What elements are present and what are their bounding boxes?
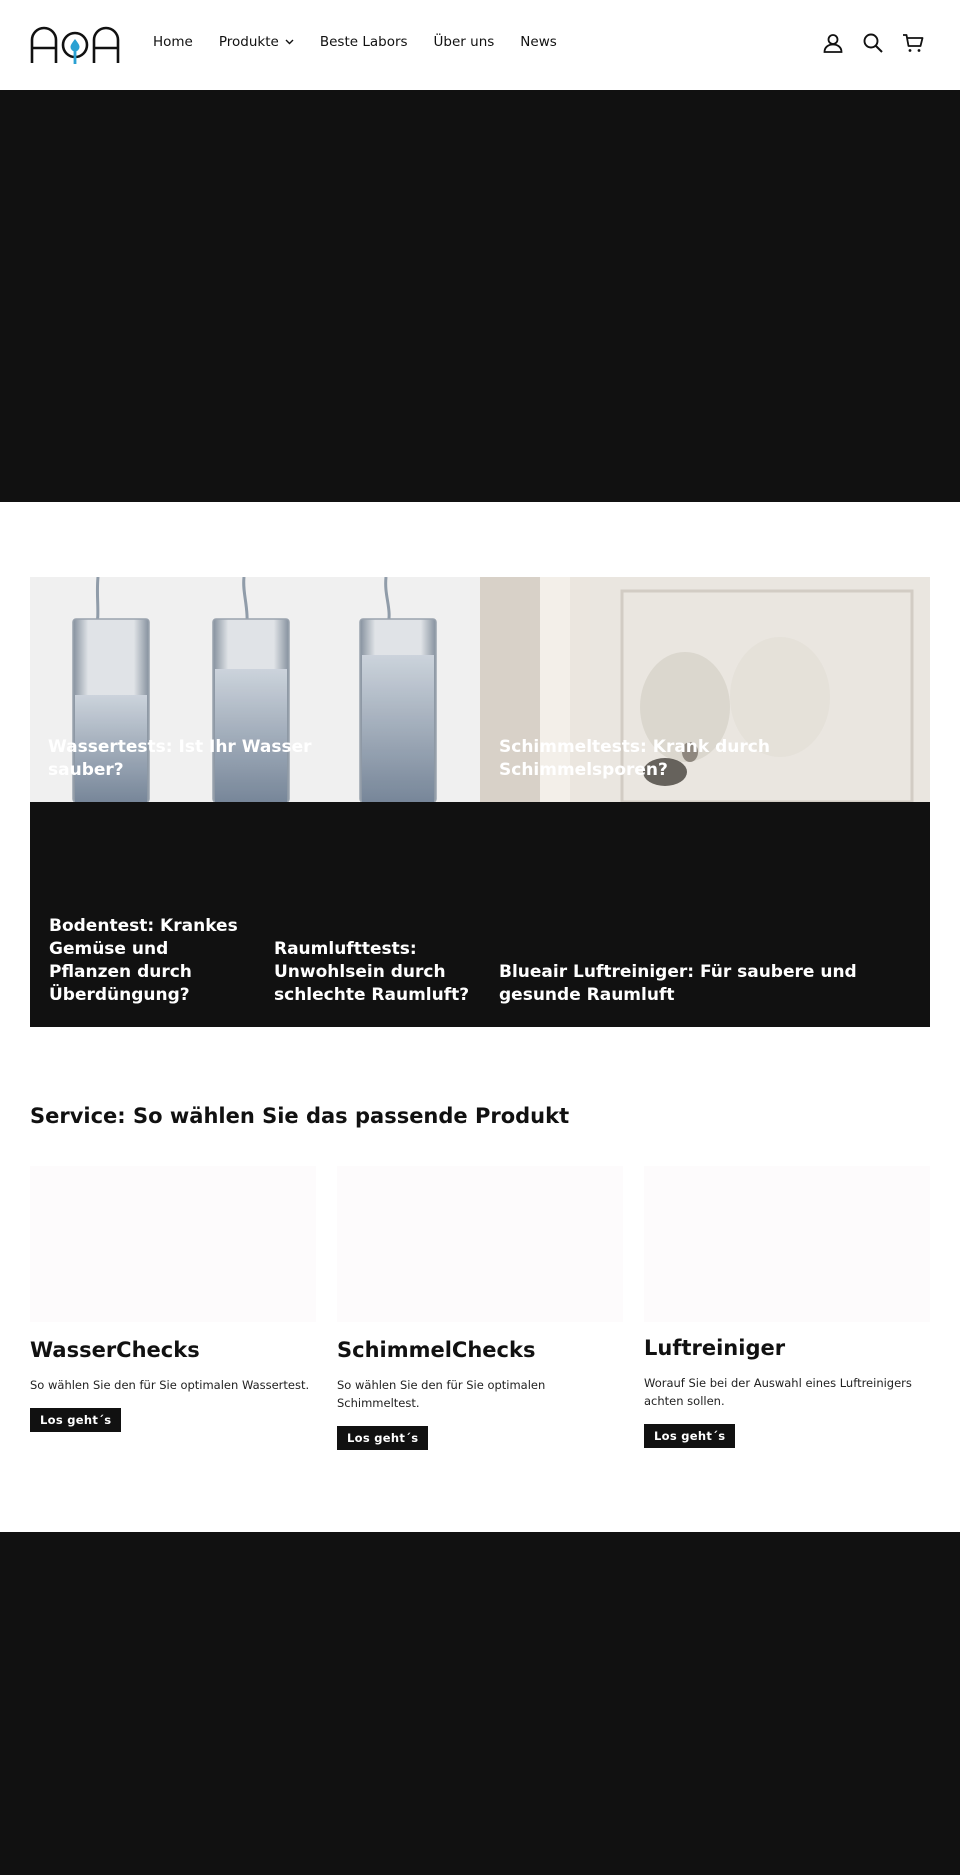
site-header — [0, 0, 960, 90]
collection-title-air: Raumlufttests: Unwohlsein durch schlechte Raumluft? — [274, 939, 470, 1005]
collection-tile-blueair[interactable] — [480, 802, 930, 1027]
collection-tile-mold[interactable] — [480, 577, 930, 802]
cart-icon[interactable] — [902, 32, 924, 54]
nav-home[interactable] — [153, 34, 193, 50]
nav-beste-labors-label: Beste Labors — [319, 34, 408, 50]
service-card-text: So wählen Sie den für Sie optimalen Schimmeltest. — [337, 1378, 546, 1410]
collection-tile-air[interactable] — [255, 802, 480, 1027]
los-gehts-button[interactable]: Los geht´s — [30, 1408, 121, 1432]
nav-beste-labors[interactable] — [320, 34, 408, 50]
nav-produkte[interactable] — [219, 34, 294, 50]
nav-ueber-uns-label: Über uns — [433, 34, 495, 50]
collection-tile-soil[interactable] — [30, 802, 255, 1027]
header-icons — [822, 32, 924, 54]
service-card-title: SchimmelChecks — [337, 1338, 536, 1362]
collection-title-blueair: Blueair Luftreiniger: Für saubere und gesunde Raumluft — [499, 962, 857, 1005]
hero-banner — [0, 90, 960, 502]
nav-ueber-uns[interactable] — [434, 34, 495, 50]
service-card-image[interactable] — [337, 1166, 623, 1322]
service-card-image[interactable] — [30, 1166, 316, 1322]
collection-tile-water[interactable] — [30, 577, 480, 802]
los-gehts-button[interactable]: Los geht´s — [337, 1426, 428, 1450]
nav-home-label: Home — [153, 34, 193, 50]
collection-title-soil: Bodentest: Krankes Gemüse und Pflanzen durch Überdüngung? — [49, 916, 238, 1005]
service-card-text: Worauf Sie bei der Auswahl eines Luftreinigers achten sollen. — [644, 1376, 912, 1408]
service-card-wasserchecks — [30, 1166, 316, 1432]
main-nav — [153, 34, 583, 50]
collection-title-mold: Schimmeltests: Krank durch Schimmelsporen? — [499, 737, 770, 780]
service-section-title: Service: So wählen Sie das passende Produkt — [30, 1104, 570, 1128]
nav-produkte-label: Produkte — [218, 34, 279, 50]
service-card-title: Luftreiniger — [644, 1336, 786, 1360]
nav-news-label: News — [520, 34, 557, 50]
chevron-down-icon — [285, 39, 294, 45]
service-card-title: WasserChecks — [30, 1338, 200, 1362]
nav-news[interactable] — [520, 34, 556, 50]
service-card-text: So wählen Sie den für Sie optimalen Wassertest. — [30, 1378, 310, 1392]
collection-title-water: Wassertests: Ist Ihr Wasser sauber? — [48, 737, 312, 780]
aqa-logo[interactable] — [30, 26, 120, 64]
collection-grid — [30, 577, 930, 1027]
site-footer — [0, 1532, 960, 1875]
service-card-schimmelchecks — [337, 1166, 623, 1450]
los-gehts-button[interactable]: Los geht´s — [644, 1424, 735, 1448]
search-icon[interactable] — [862, 32, 884, 54]
account-icon[interactable] — [822, 32, 844, 54]
service-card-luftreiniger — [644, 1166, 930, 1448]
service-card-image[interactable] — [644, 1166, 930, 1322]
